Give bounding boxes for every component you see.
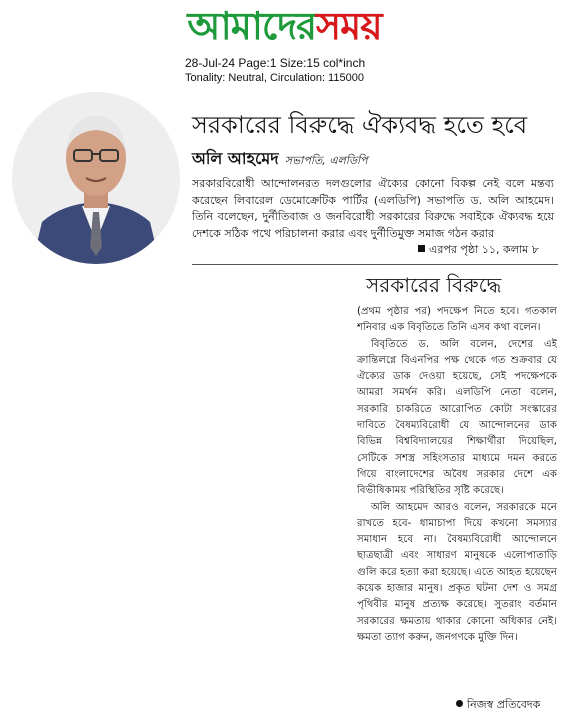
round-bullet-icon — [456, 700, 463, 707]
article-lead: সরকারবিরোধী আন্দোলনরত দলগুলোর ঐক্যের কোনো বিকল্প নেই বলে মন্তব্য করেছেন লিবারেল ডেমোক্রেটিক পার্টির (এলডিপি) সভাপতি ড. অলি আহমেদ। তিনি বলেছেন, দুর্নীতিবাজ ও জনবিরোধী সরকারের বিরুদ্ধে সবাইকে ঐক্যবদ্ধ হয়ে দেশকে সঠিক পথে পরিচালনা করার এবং দুর্নীতিমুক্ত সমাজ গঠন করার — [192, 177, 554, 240]
body-paragraph: বিবৃতিতে ড. অলি বলেন, দেশের এই ক্রান্তিলগ্নে বিএনপির পক্ষ থেকে গত শুক্রবার যে ঐক্যের ডাক দেওয়া হয়েছে, সেই পদক্ষেপকে আমরা সমর্থন করি। এলডিপি নেতা বলেন, সরকারি চাকরিতে আরোপিত কোটা সংস্কারের দাবিতে বৈষম্যবিরোধী যে আন্দোলনের ডাক বিভিন্ন বিশ্ববিদ্যালয়ের শিক্ষার্থীরা দিয়েছিল, সেটিকে সশস্ত্র সহিংসতার মাধ্যমে দমন করতে গিয়ে বাংলাদেশের অবৈধ সরকার দেশে এক বিভীষিকাময় পরিস্থিতির সৃষ্টি করেছে। — [357, 338, 557, 497]
author-name: অলি আহমেদ — [192, 149, 279, 168]
author-byline — [192, 146, 368, 173]
continuation-headline: সরকারের বিরুদ্ধে — [366, 273, 502, 297]
author-photo — [12, 92, 180, 264]
masthead-part2: সময় — [316, 4, 382, 48]
author-portrait-image — [12, 92, 180, 264]
article-headline: সরকারের বিরুদ্ধে ঐক্যবদ্ধ হতে হবে — [192, 111, 528, 139]
body-paragraph: (প্রথম পৃষ্ঠার পর) পদক্ষেপ নিতে হবে। গতকাল শনিবার এক বিবৃতিতে তিনি এসব কথা বলেন। — [357, 306, 557, 334]
jump-line — [418, 243, 539, 257]
clipping-meta-line1: 28-Jul-24 Page:1 Size:15 col*inch — [185, 56, 366, 70]
author-role: সভাপতি, এলডিপি — [284, 154, 368, 167]
reporter-name: নিজস্ব প্রতিবেদক — [467, 698, 541, 711]
clipping-meta-line2: Tonality: Neutral, Circulation: 115000 — [185, 72, 364, 84]
reporter-credit — [456, 698, 540, 712]
continuation-body — [357, 304, 557, 698]
body-paragraph: অলি আহমেদ আরও বলেন, সরকারকে মনে রাখতে হবে- ধামাচাপা দিয়ে কখনো সমস্যার সমাধান হবে না। বৈষম্যবিরোধী আন্দোলনে ছাত্রছাত্রী এবং সাধারণ মানুষকে এলোপাতাড়ি গুলি করে হত্যা করা হয়েছে। এতে আহত হয়েছেন কয়েক হাজার মানুষ। প্রকৃত ঘটনা দেশ ও সমগ্র পৃথিবীর মানুষ প্রত্যক্ষ করেছে। সুতরাং বর্তমান সরকারের ক্ষমতায় থাকার কোনো অধিকার নেই। ক্ষমতা ত্যাগ করুন, জনগণকে মুক্তি দিন। — [357, 501, 557, 643]
jump-text: এরপর পৃষ্ঠা ১১, কলাম ৮ — [429, 243, 539, 256]
masthead-part1: আমাদের — [187, 4, 316, 48]
square-bullet-icon — [418, 245, 425, 252]
section-divider — [192, 264, 558, 265]
masthead-logo — [0, 0, 569, 52]
clipping-meta — [185, 56, 365, 85]
